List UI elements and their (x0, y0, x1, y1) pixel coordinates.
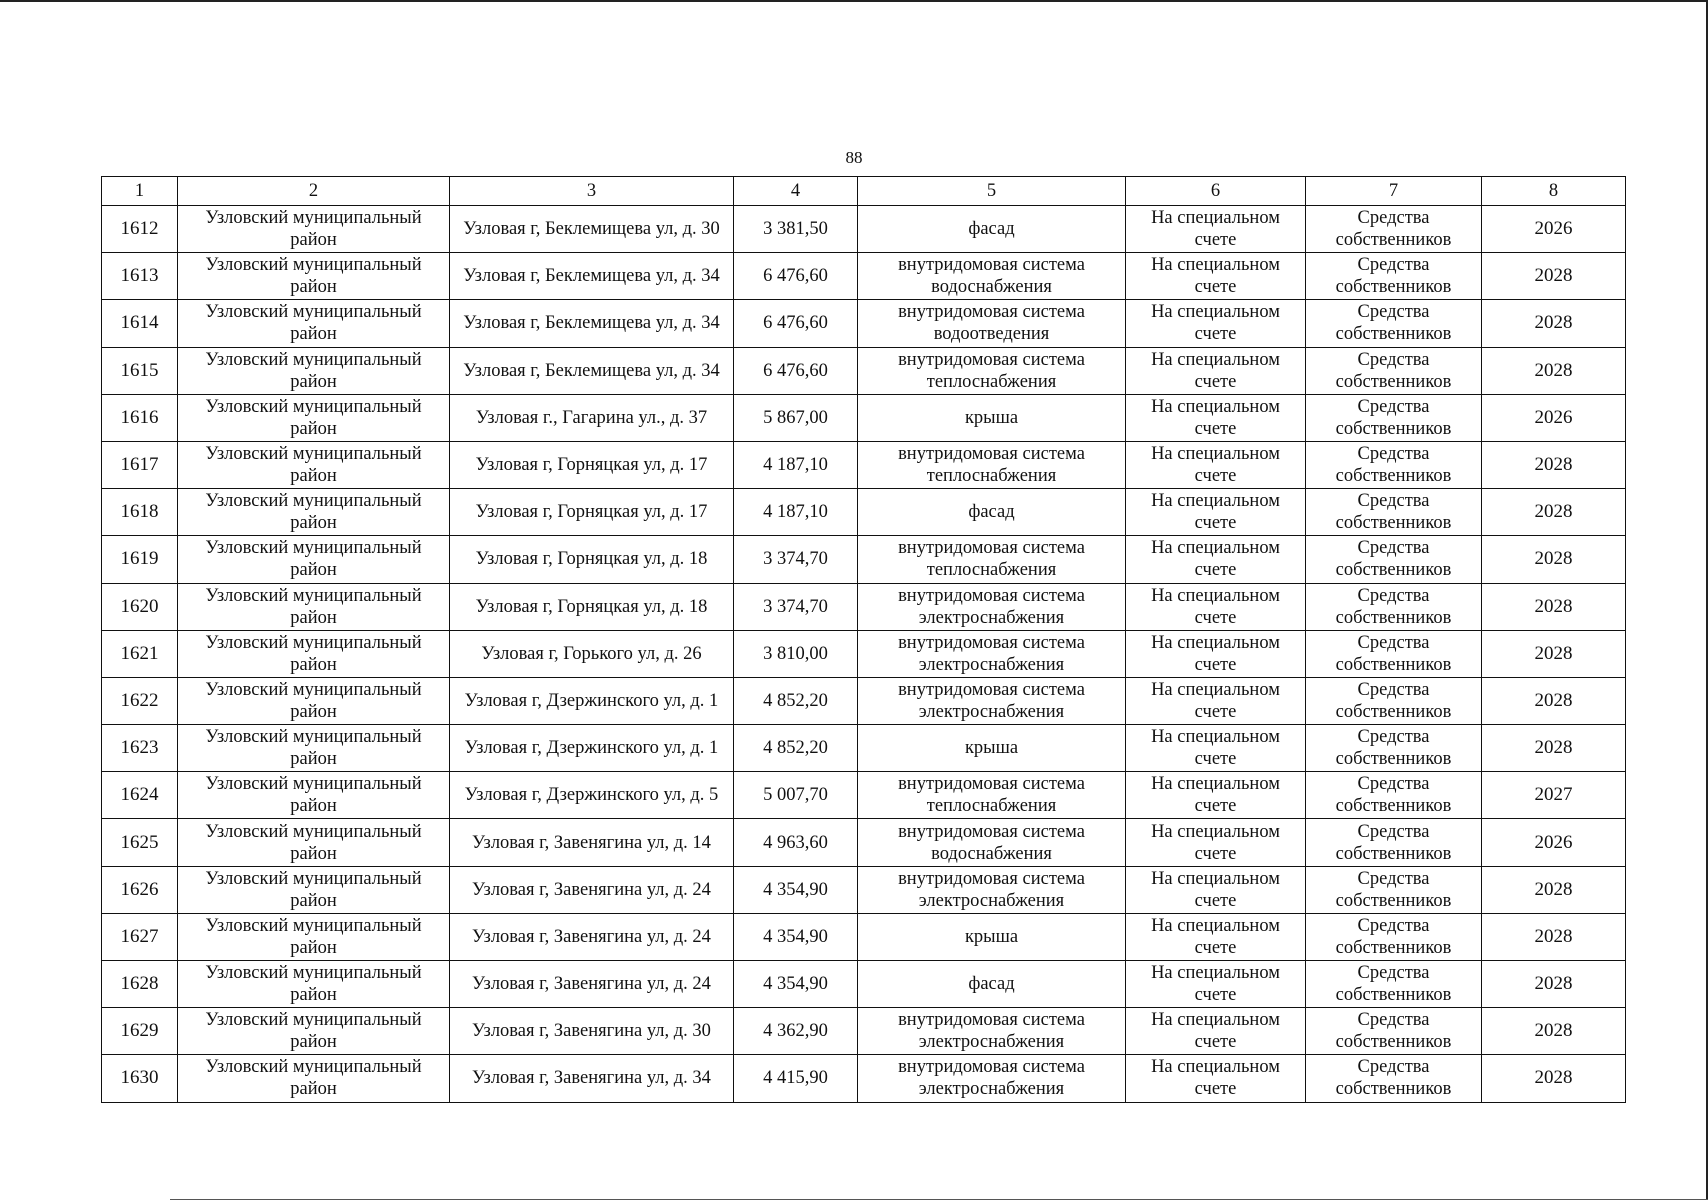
table-row (102, 206, 1626, 253)
district-cell: Узловский муниципальный район (178, 583, 450, 630)
funding-source-cell: Средства собственников (1306, 677, 1482, 724)
year-cell: 2028 (1482, 583, 1626, 630)
account-type-cell: На специальном счете (1126, 961, 1306, 1008)
account-type-cell: На специальном счете (1126, 206, 1306, 253)
address-cell: Узловая г, Завенягина ул, д. 24 (450, 961, 734, 1008)
district-cell: Узловский муниципальный район (178, 489, 450, 536)
area-cell: 4 354,90 (734, 961, 858, 1008)
account-type-cell: На специальном счете (1126, 772, 1306, 819)
account-type-cell: На специальном счете (1126, 866, 1306, 913)
table-row (102, 725, 1626, 772)
district-cell: Узловский муниципальный район (178, 725, 450, 772)
district-cell: Узловский муниципальный район (178, 913, 450, 960)
account-type-cell: На специальном счете (1126, 725, 1306, 772)
year-cell: 2026 (1482, 206, 1626, 253)
account-type-cell: На специальном счете (1126, 1055, 1306, 1102)
area-cell: 4 187,10 (734, 489, 858, 536)
address-cell: Узловая г, Завенягина ул, д. 30 (450, 1008, 734, 1055)
table-row (102, 772, 1626, 819)
year-cell: 2028 (1482, 677, 1626, 724)
address-cell: Узловая г, Дзержинского ул, д. 5 (450, 772, 734, 819)
funding-source-cell: Средства собственников (1306, 819, 1482, 866)
account-type-cell: На специальном счете (1126, 583, 1306, 630)
table-body (102, 206, 1626, 1103)
work-type-cell: крыша (858, 913, 1126, 960)
year-cell: 2028 (1482, 347, 1626, 394)
table-row (102, 630, 1626, 677)
work-type-cell: внутридомовая система теплоснабжения (858, 772, 1126, 819)
address-cell: Узловая г, Беклемищева ул, д. 34 (450, 347, 734, 394)
year-cell: 2026 (1482, 819, 1626, 866)
work-type-cell: внутридомовая система электроснабжения (858, 583, 1126, 630)
address-cell: Узловая г, Горняцкая ул, д. 18 (450, 536, 734, 583)
funding-source-cell: Средства собственников (1306, 253, 1482, 300)
area-cell: 3 810,00 (734, 630, 858, 677)
funding-source-cell: Средства собственников (1306, 300, 1482, 347)
work-type-cell: внутридомовая система водоснабжения (858, 253, 1126, 300)
area-cell: 4 852,20 (734, 725, 858, 772)
column-header: 6 (1126, 177, 1306, 206)
area-cell: 3 374,70 (734, 536, 858, 583)
table-row (102, 1008, 1626, 1055)
year-cell: 2028 (1482, 1008, 1626, 1055)
district-cell: Узловский муниципальный район (178, 1055, 450, 1102)
column-header: 3 (450, 177, 734, 206)
row-number-cell: 1622 (102, 677, 178, 724)
column-header: 5 (858, 177, 1126, 206)
table-row (102, 819, 1626, 866)
address-cell: Узловая г, Завенягина ул, д. 34 (450, 1055, 734, 1102)
funding-source-cell: Средства собственников (1306, 489, 1482, 536)
funding-source-cell: Средства собственников (1306, 536, 1482, 583)
funding-source-cell: Средства собственников (1306, 441, 1482, 488)
account-type-cell: На специальном счете (1126, 441, 1306, 488)
year-cell: 2028 (1482, 1055, 1626, 1102)
work-type-cell: фасад (858, 206, 1126, 253)
table-row (102, 253, 1626, 300)
table-row (102, 677, 1626, 724)
funding-source-cell: Средства собственников (1306, 961, 1482, 1008)
area-cell: 6 476,60 (734, 253, 858, 300)
district-cell: Узловский муниципальный район (178, 772, 450, 819)
account-type-cell: На специальном счете (1126, 300, 1306, 347)
row-number-cell: 1617 (102, 441, 178, 488)
row-number-cell: 1615 (102, 347, 178, 394)
funding-source-cell: Средства собственников (1306, 630, 1482, 677)
year-cell: 2026 (1482, 394, 1626, 441)
area-cell: 4 963,60 (734, 819, 858, 866)
area-cell: 4 354,90 (734, 866, 858, 913)
row-number-cell: 1620 (102, 583, 178, 630)
register-table (101, 176, 1626, 1103)
funding-source-cell: Средства собственников (1306, 866, 1482, 913)
work-type-cell: внутридомовая система электроснабжения (858, 630, 1126, 677)
account-type-cell: На специальном счете (1126, 819, 1306, 866)
area-cell: 6 476,60 (734, 300, 858, 347)
column-header: 1 (102, 177, 178, 206)
year-cell: 2028 (1482, 489, 1626, 536)
account-type-cell: На специальном счете (1126, 1008, 1306, 1055)
year-cell: 2028 (1482, 441, 1626, 488)
address-cell: Узловая г, Горняцкая ул, д. 17 (450, 489, 734, 536)
address-cell: Узловая г, Завенягина ул, д. 24 (450, 866, 734, 913)
row-number-cell: 1627 (102, 913, 178, 960)
row-number-cell: 1625 (102, 819, 178, 866)
row-number-cell: 1618 (102, 489, 178, 536)
area-cell: 4 354,90 (734, 913, 858, 960)
work-type-cell: внутридомовая система теплоснабжения (858, 536, 1126, 583)
year-cell: 2027 (1482, 772, 1626, 819)
funding-source-cell: Средства собственников (1306, 1008, 1482, 1055)
district-cell: Узловский муниципальный район (178, 300, 450, 347)
address-cell: Узловая г, Завенягина ул, д. 24 (450, 913, 734, 960)
table-row (102, 489, 1626, 536)
year-cell: 2028 (1482, 725, 1626, 772)
district-cell: Узловский муниципальный район (178, 441, 450, 488)
year-cell: 2028 (1482, 253, 1626, 300)
funding-source-cell: Средства собственников (1306, 394, 1482, 441)
funding-source-cell: Средства собственников (1306, 725, 1482, 772)
area-cell: 5 007,70 (734, 772, 858, 819)
work-type-cell: крыша (858, 394, 1126, 441)
year-cell: 2028 (1482, 866, 1626, 913)
year-cell: 2028 (1482, 961, 1626, 1008)
district-cell: Узловский муниципальный район (178, 347, 450, 394)
address-cell: Узловая г, Горького ул, д. 26 (450, 630, 734, 677)
address-cell: Узловая г, Дзержинского ул, д. 1 (450, 677, 734, 724)
year-cell: 2028 (1482, 300, 1626, 347)
row-number-cell: 1630 (102, 1055, 178, 1102)
district-cell: Узловский муниципальный район (178, 253, 450, 300)
work-type-cell: внутридомовая система электроснабжения (858, 1008, 1126, 1055)
column-header: 8 (1482, 177, 1626, 206)
table-row (102, 913, 1626, 960)
account-type-cell: На специальном счете (1126, 489, 1306, 536)
work-type-cell: внутридомовая система теплоснабжения (858, 347, 1126, 394)
district-cell: Узловский муниципальный район (178, 536, 450, 583)
row-number-cell: 1616 (102, 394, 178, 441)
account-type-cell: На специальном счете (1126, 253, 1306, 300)
row-number-cell: 1628 (102, 961, 178, 1008)
column-header: 4 (734, 177, 858, 206)
area-cell: 6 476,60 (734, 347, 858, 394)
address-cell: Узловая г, Беклемищева ул, д. 34 (450, 253, 734, 300)
district-cell: Узловский муниципальный район (178, 819, 450, 866)
year-cell: 2028 (1482, 630, 1626, 677)
table-row (102, 1055, 1626, 1102)
funding-source-cell: Средства собственников (1306, 1055, 1482, 1102)
work-type-cell: внутридомовая система водоснабжения (858, 819, 1126, 866)
row-number-cell: 1612 (102, 206, 178, 253)
address-cell: Узловая г, Завенягина ул, д. 14 (450, 819, 734, 866)
year-cell: 2028 (1482, 913, 1626, 960)
address-cell: Узловая г, Беклемищева ул, д. 30 (450, 206, 734, 253)
scan-edge-top (0, 0, 1708, 2)
row-number-cell: 1623 (102, 725, 178, 772)
table-row (102, 300, 1626, 347)
column-header: 2 (178, 177, 450, 206)
year-cell: 2028 (1482, 536, 1626, 583)
row-number-cell: 1613 (102, 253, 178, 300)
work-type-cell: крыша (858, 725, 1126, 772)
work-type-cell: внутридомовая система электроснабжения (858, 866, 1126, 913)
row-number-cell: 1624 (102, 772, 178, 819)
table-header (102, 177, 1626, 206)
funding-source-cell: Средства собственников (1306, 206, 1482, 253)
district-cell: Узловский муниципальный район (178, 1008, 450, 1055)
account-type-cell: На специальном счете (1126, 536, 1306, 583)
district-cell: Узловский муниципальный район (178, 394, 450, 441)
column-header: 7 (1306, 177, 1482, 206)
district-cell: Узловский муниципальный район (178, 677, 450, 724)
table-row (102, 441, 1626, 488)
table-row (102, 394, 1626, 441)
row-number-cell: 1626 (102, 866, 178, 913)
funding-source-cell: Средства собственников (1306, 913, 1482, 960)
table-row (102, 866, 1626, 913)
row-number-cell: 1629 (102, 1008, 178, 1055)
work-type-cell: внутридомовая система водоотведения (858, 300, 1126, 347)
row-number-cell: 1619 (102, 536, 178, 583)
table-row (102, 961, 1626, 1008)
table-row (102, 536, 1626, 583)
district-cell: Узловский муниципальный район (178, 866, 450, 913)
address-cell: Узловая г, Горняцкая ул, д. 18 (450, 583, 734, 630)
account-type-cell: На специальном счете (1126, 630, 1306, 677)
area-cell: 4 415,90 (734, 1055, 858, 1102)
table-row (102, 583, 1626, 630)
funding-source-cell: Средства собственников (1306, 347, 1482, 394)
work-type-cell: внутридомовая система электроснабжения (858, 677, 1126, 724)
funding-source-cell: Средства собственников (1306, 772, 1482, 819)
account-type-cell: На специальном счете (1126, 677, 1306, 724)
page-number: 88 (845, 148, 863, 167)
address-cell: Узловая г, Беклемищева ул, д. 34 (450, 300, 734, 347)
row-number-cell: 1621 (102, 630, 178, 677)
district-cell: Узловский муниципальный район (178, 206, 450, 253)
area-cell: 5 867,00 (734, 394, 858, 441)
account-type-cell: На специальном счете (1126, 394, 1306, 441)
work-type-cell: фасад (858, 489, 1126, 536)
district-cell: Узловский муниципальный район (178, 630, 450, 677)
address-cell: Узловая г, Горняцкая ул, д. 17 (450, 441, 734, 488)
work-type-cell: внутридомовая система электроснабжения (858, 1055, 1126, 1102)
district-cell: Узловский муниципальный район (178, 961, 450, 1008)
account-type-cell: На специальном счете (1126, 913, 1306, 960)
header-row (102, 177, 1626, 206)
area-cell: 4 852,20 (734, 677, 858, 724)
work-type-cell: фасад (858, 961, 1126, 1008)
work-type-cell: внутридомовая система теплоснабжения (858, 441, 1126, 488)
row-number-cell: 1614 (102, 300, 178, 347)
area-cell: 3 381,50 (734, 206, 858, 253)
area-cell: 3 374,70 (734, 583, 858, 630)
account-type-cell: На специальном счете (1126, 347, 1306, 394)
area-cell: 4 187,10 (734, 441, 858, 488)
address-cell: Узловая г, Дзержинского ул, д. 1 (450, 725, 734, 772)
address-cell: Узловая г., Гагарина ул., д. 37 (450, 394, 734, 441)
funding-source-cell: Средства собственников (1306, 583, 1482, 630)
table-row (102, 347, 1626, 394)
area-cell: 4 362,90 (734, 1008, 858, 1055)
